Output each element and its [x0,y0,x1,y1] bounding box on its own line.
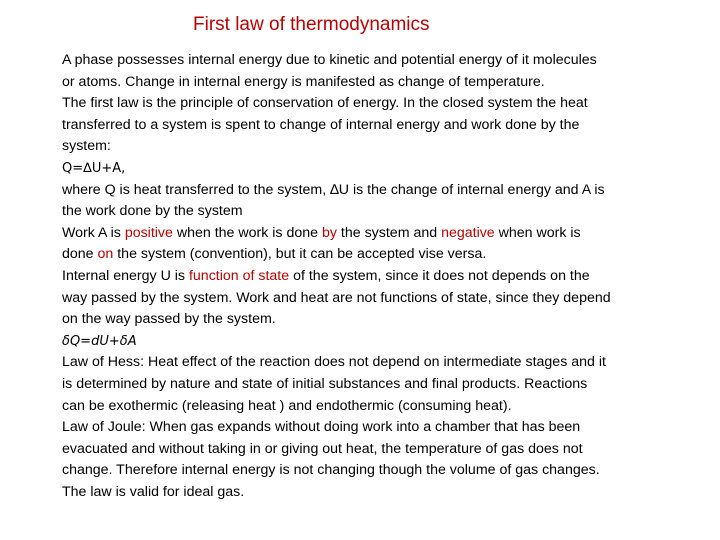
text-segment: when work is [494,224,581,241]
text-line: Law of Hess: Heat effect of the reaction does not depend on intermediate stages and it [62,354,606,371]
slide-body [62,50,702,503]
text-line: on the way passed by the system. [62,311,276,328]
text-line: The law is valid for ideal gas. [62,483,245,500]
text-line: change. Therefore internal energy is not changing though the volume of gas changes. [62,462,600,479]
text-segment: the system and [336,224,442,241]
convention-line [62,244,702,266]
by-highlight: by [321,224,337,241]
positive-highlight: positive [124,224,173,241]
text-line: Law of Joule: When gas expands without doing work into a chamber that has been [62,419,581,436]
negative-highlight: negative [441,224,495,241]
text-segment: Internal energy U is [62,267,189,284]
sign-convention-line [62,223,702,245]
text-segment: done [62,246,98,263]
slide-title: First law of thermodynamics [193,14,430,35]
text-line: evacuated and without taking in or giving out heat, the temperature of gas does not [62,440,583,457]
text-line: can be exothermic (releasing heat ) and endothermic (consuming heat). [62,397,512,414]
text-line: way passed by the system. Work and heat are not functions of state, since they depend [62,289,611,306]
text-segment: of the system, since it does not depends on the [289,267,590,284]
text-segment: Work A is [62,224,125,241]
text-segment: when the work is done [172,224,322,241]
differential-formula: δQ=dU+δA [62,333,137,349]
state-function-line [62,266,702,288]
text-line: where Q is heat transferred to the system, ∆U is the change of internal energy and A is [62,181,605,198]
text-segment: the system (convention), but it can be accepted vise versa. [113,246,487,263]
text-line: or atoms. Change in internal energy is manifested as change of temperature. [62,73,545,90]
function-of-state-highlight: function of state [188,267,290,284]
text-line: is determined by nature and state of initial substances and final products. Reactions [62,375,588,392]
text-line: the work done by the system [62,203,243,220]
text-line: A phase possesses internal energy due to kinetic and potential energy of it molecules [62,52,597,68]
first-law-formula: Q=∆U+A, [62,160,126,176]
text-line: transferred to a system is spent to change of internal energy and work done by the [62,116,580,133]
on-highlight: on [97,246,114,263]
text-line: The first law is the principle of conservation of energy. In the closed system the heat [62,95,588,112]
text-line: system: [62,138,111,155]
